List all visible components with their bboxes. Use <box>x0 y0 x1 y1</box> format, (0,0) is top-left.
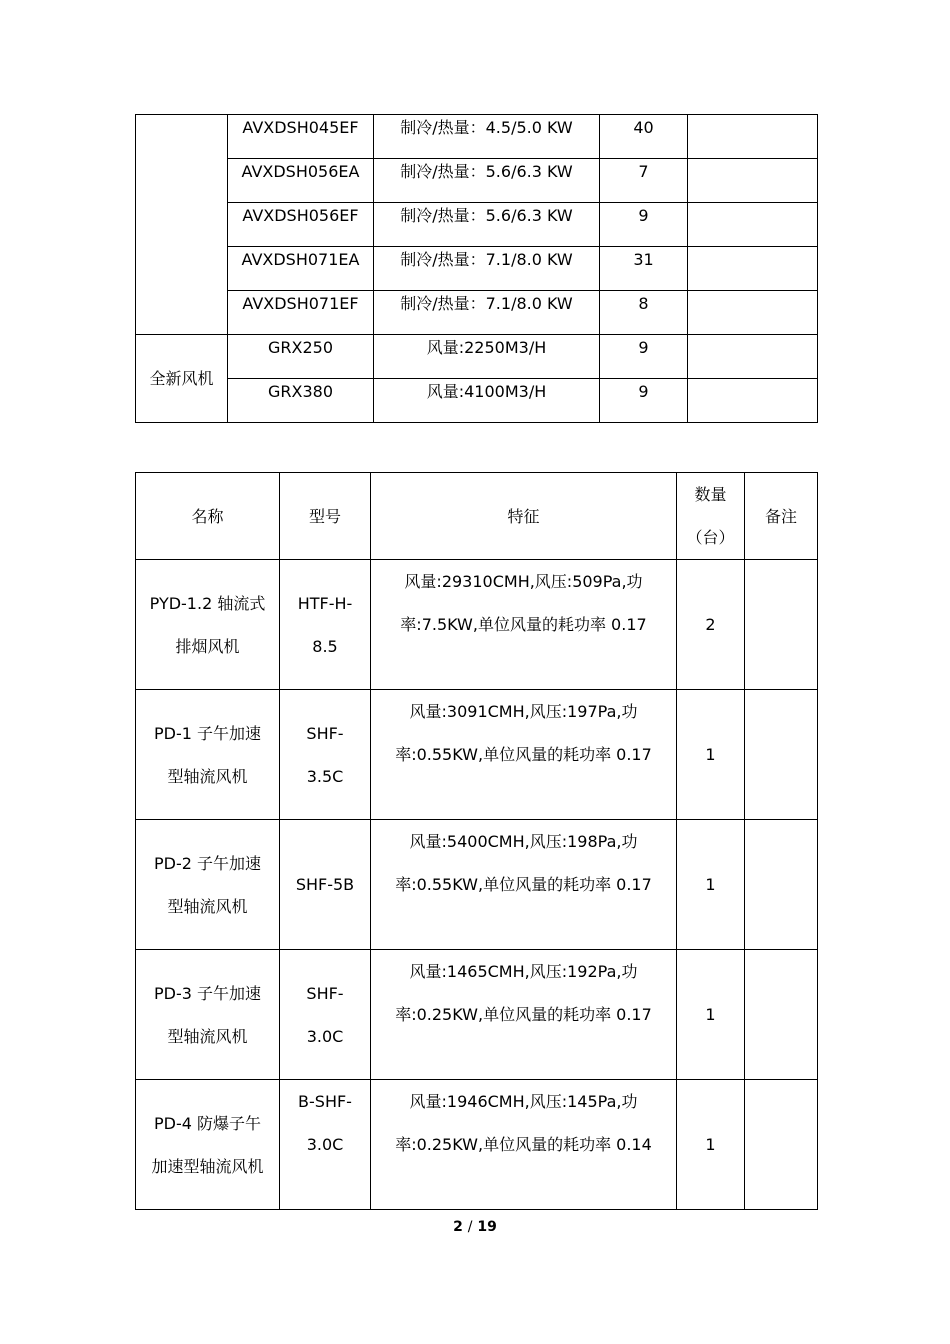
qty-cell: 1 <box>677 1080 745 1210</box>
note-cell <box>745 950 818 1080</box>
feature-line: 风量:3091CMH,风压:197Pa,功 <box>409 702 638 721</box>
feature-line: 率:0.25KW,单位风量的耗功率 0.17 <box>395 1005 652 1024</box>
note-cell <box>745 1080 818 1210</box>
qty-cell: 9 <box>600 335 688 379</box>
page-number <box>0 1219 950 1235</box>
feature-line: 风量:1946CMH,风压:145Pa,功 <box>409 1092 638 1111</box>
feature-cell <box>371 690 677 820</box>
model-cell: AVXDSH045EF <box>228 115 374 159</box>
name-line: PD-3 子午加速 <box>153 983 261 1003</box>
header-quantity-line1: 数量 <box>694 485 727 504</box>
model-cell <box>280 820 371 950</box>
qty-cell: 1 <box>677 950 745 1080</box>
name-line: PYD-1.2 轴流式 <box>149 593 266 613</box>
fan-equipment-table <box>135 472 818 1210</box>
model-line: 8.5 <box>312 636 338 656</box>
table-header-row <box>136 473 818 560</box>
page-separator: / <box>467 1219 473 1235</box>
qty-cell: 40 <box>600 115 688 159</box>
table-row <box>136 560 818 690</box>
note-cell <box>745 560 818 690</box>
feature-cell <box>371 560 677 690</box>
model-line: 3.0C <box>306 1135 344 1154</box>
qty-cell: 1 <box>677 820 745 950</box>
spec-cell: 制冷/热量：5.6/6.3 KW <box>374 159 600 203</box>
name-line: 型轴流风机 <box>167 1026 248 1046</box>
feature-cell <box>371 1080 677 1210</box>
name-line: PD-2 子午加速 <box>153 853 261 873</box>
model-cell <box>280 560 371 690</box>
feature-line: 率:7.5KW,单位风量的耗功率 0.17 <box>400 615 647 634</box>
group-name-cell: 全新风机 <box>136 335 228 423</box>
group-name-cell <box>136 115 228 335</box>
feature-cell <box>371 820 677 950</box>
table-row <box>136 247 818 291</box>
name-cell <box>136 950 280 1080</box>
note-cell <box>688 247 818 291</box>
note-cell <box>688 159 818 203</box>
model-cell <box>280 950 371 1080</box>
name-line: 排烟风机 <box>175 636 240 656</box>
table-row <box>136 379 818 423</box>
name-line: 型轴流风机 <box>167 766 248 786</box>
name-cell <box>136 560 280 690</box>
current-page: 2 <box>453 1219 463 1235</box>
model-line: 3.5C <box>306 766 344 786</box>
name-line: 型轴流风机 <box>167 896 248 916</box>
note-cell <box>688 379 818 423</box>
model-line: HTF-H- <box>297 593 353 613</box>
qty-cell: 8 <box>600 291 688 335</box>
header-quantity <box>677 473 745 560</box>
feature-line: 风量:29310CMH,风压:509Pa,功 <box>404 572 643 591</box>
qty-cell: 31 <box>600 247 688 291</box>
note-cell <box>688 203 818 247</box>
table-row <box>136 1080 818 1210</box>
model-cell: GRX380 <box>228 379 374 423</box>
name-line: PD-4 防爆子午 <box>153 1113 261 1133</box>
name-cell <box>136 690 280 820</box>
table-row <box>136 159 818 203</box>
model-line: SHF- <box>306 723 344 743</box>
note-cell <box>688 335 818 379</box>
table-row <box>136 335 818 379</box>
table-row <box>136 950 818 1080</box>
qty-cell: 9 <box>600 379 688 423</box>
name-line: 加速型轴流风机 <box>151 1156 264 1176</box>
qty-cell: 7 <box>600 159 688 203</box>
name-cell <box>136 820 280 950</box>
qty-cell: 1 <box>677 690 745 820</box>
table-row <box>136 203 818 247</box>
name-cell <box>136 1080 280 1210</box>
model-cell: AVXDSH071EA <box>228 247 374 291</box>
spec-cell: 风量:2250M3/H <box>374 335 600 379</box>
model-cell: GRX250 <box>228 335 374 379</box>
feature-line: 风量:1465CMH,风压:192Pa,功 <box>409 962 638 981</box>
total-pages: 19 <box>477 1219 497 1235</box>
model-cell: AVXDSH056EF <box>228 203 374 247</box>
name-line: PD-1 子午加速 <box>153 723 261 743</box>
spec-cell: 制冷/热量：5.6/6.3 KW <box>374 203 600 247</box>
header-name: 名称 <box>136 473 280 560</box>
header-note: 备注 <box>745 473 818 560</box>
header-quantity-line2: （台） <box>686 528 735 547</box>
model-line: 3.0C <box>306 1026 344 1046</box>
feature-line: 风量:5400CMH,风压:198Pa,功 <box>409 832 638 851</box>
note-cell <box>688 115 818 159</box>
feature-line: 率:0.55KW,单位风量的耗功率 0.17 <box>395 745 652 764</box>
qty-cell: 9 <box>600 203 688 247</box>
feature-line: 率:0.25KW,单位风量的耗功率 0.14 <box>395 1135 652 1154</box>
table-row <box>136 115 818 159</box>
table-row <box>136 820 818 950</box>
note-cell <box>745 820 818 950</box>
model-line: B-SHF- <box>298 1092 352 1111</box>
model-line: SHF-5B <box>295 875 355 894</box>
equipment-table-continued <box>135 114 818 423</box>
spec-cell: 风量:4100M3/H <box>374 379 600 423</box>
header-model: 型号 <box>280 473 371 560</box>
feature-cell <box>371 950 677 1080</box>
spec-cell: 制冷/热量：4.5/5.0 KW <box>374 115 600 159</box>
note-cell <box>688 291 818 335</box>
header-feature: 特征 <box>371 473 677 560</box>
spec-cell: 制冷/热量：7.1/8.0 KW <box>374 247 600 291</box>
model-cell <box>280 690 371 820</box>
model-line: SHF- <box>306 983 344 1003</box>
model-cell: AVXDSH071EF <box>228 291 374 335</box>
model-cell: AVXDSH056EA <box>228 159 374 203</box>
spec-cell: 制冷/热量：7.1/8.0 KW <box>374 291 600 335</box>
qty-cell: 2 <box>677 560 745 690</box>
table-row <box>136 690 818 820</box>
note-cell <box>745 690 818 820</box>
feature-line: 率:0.55KW,单位风量的耗功率 0.17 <box>395 875 652 894</box>
model-cell <box>280 1080 371 1210</box>
table-row <box>136 291 818 335</box>
